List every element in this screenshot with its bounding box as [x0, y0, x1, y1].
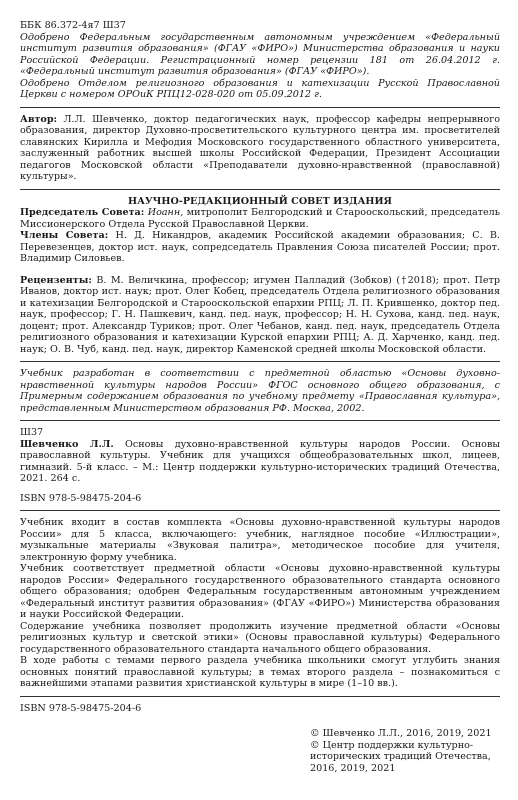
author-text: Л.Л. Шевченко, доктор педагогических наук, профессор кафедры непрерывного образования, директор Духовно-просветительского культурного центра им. просветителей славянских Кирилла и Мефодия Московского государственного областного университета, заслуженный работник высшей школы Российской Федерации, Президент Ассоциации педагогов Московской области «Преподаватели духовно-нравственной (православной) культуры».: [20, 113, 500, 182]
abstract-4: В ходе работы с темами первого раздела учебника школьники смогут углубить знания основных понятий православной культуры; в темах второго раздела – познакомиться с важнейшими этапами развития христианской культуры в мире (1–10 вв.).: [20, 655, 500, 689]
copyright-publisher: © Центр поддержки культурно-: [310, 739, 474, 751]
approval-firo: Одобрено Федеральным государственным автономным учреждением «Федеральный институт развития образования» (ФГАУ «ФИРО») Министерства образования и науки Российской Федерации. Регистрационный номер рецензии 181 от 26.04.2012 г. «Федеральный институт развития образования» (ФГАУ «ФИРО»).: [20, 31, 500, 77]
catalog-text: Основы духовно-нравственной культуры народов России. Основы православной культуры. Учебник для учащихся общеобразовательных школ, лицеев, гимназий. 5-й класс. – М.: Центр поддержки культурно-исторических традиций Отечества, 2021. 264 с.: [20, 438, 500, 484]
copyright-page: [20, 20, 500, 714]
reviewers-label: Рецензенты:: [20, 274, 92, 286]
members-label: Члены Совета:: [20, 230, 109, 241]
copyright-author: © Шевченко Л.Л., 2016, 2019, 2021: [310, 728, 492, 739]
catalog-entry: [20, 439, 500, 485]
council-title: НАУЧНО-РЕДАКЦИОННЫЙ СОВЕТ ИЗДАНИЯ: [128, 195, 392, 207]
council-chair: [20, 207, 500, 230]
council-members: [20, 230, 500, 265]
chair-name: Иоанн,: [144, 207, 184, 218]
reviewers-block: [20, 275, 500, 356]
members-text: Н. Д. Никандров, академик Российской академии образования; С. В. Перевезенцев, доктор ист. наук, сопредседатель Правления Союза писателей России; прот. Владимир Силовьев.: [20, 230, 500, 264]
author-label: Автор:: [20, 113, 58, 125]
developed-note: Учебник разработан в соответствии с предметной областью «Основы духовно-нравственной культуры народов России» ФГОС основного общего образования, с Примерным содержанием образования по учебному предмету «Православная культура», представленным Министерством образования РФ. Москва, 2002.: [20, 368, 500, 414]
catalog-code: Ш37: [20, 427, 44, 438]
author-block: [20, 114, 500, 183]
abstract-2: Учебник соответствует предметной области «Основы духовно-нравственной культуры народов России» Федерального государственного образовательного стандарта основного общего образования; одобрен Федеральным государственным автономным учреждением «Федеральный институт развития образования» (ФГАУ «ФИРО») Министерства образования и науки Российской Федерации.: [20, 563, 500, 620]
copyright-block: [310, 728, 510, 774]
chair-text: митрополит Белгородский и Старооскольский, председатель Миссионерского Отдела Русской Православной Церкви.: [20, 207, 500, 230]
chair-label: Председатель Совета:: [20, 207, 145, 218]
reviewers-text: В. М. Величкина, профессор; игумен Палладий (Зобков) (†2018); прот. Петр Иванов, доктор ист. наук; прот. Олег Кобец, председатель Отдела религиозного образования и катехизации Белгородской и Старооскольской епархии РПЦ; Л. П. Крившенко, доктор пед. наук, профессор; Г. Н. Пашкевич, канд. пед. наук, профессор; Н. Н. Сухова, канд. пед. наук, доцент; прот. Александр Туриков; прот. Олег Чебанов, канд. пед. наук, председатель Отдела религиозного образования и катехизации Курской епархии РПЦ; А. Д. Харченко, канд. пед. наук; О. В. Чуб, канд. пед. наук, директор Каменской средней школы Московской области.: [20, 274, 500, 355]
copyright-publisher-cont: исторических традиций Отечества, 2016, 2019, 2021: [310, 751, 491, 774]
bbk-code: ББК 86.372-4я7 Ш37: [20, 20, 126, 31]
abstract-1: Учебник входит в состав комплекта «Основы духовно-нравственной культуры народов России» для 5 класса, включающего: учебник, наглядное пособие «Иллюстрации», музыкальные материалы «Звуковая палитра», методическое пособие для учителя, электронную форму учебника.: [20, 517, 500, 563]
isbn-repeat: ISBN 978-5-98475-204-6: [20, 702, 142, 714]
approval-church: Одобрено Отделом религиозного образования и катехизации Русской Православной Церкви с номером ОРОиК РПЦ12-028-020 от 05.09.2012 г.: [20, 77, 500, 100]
abstract-3: Содержание учебника позволяет продолжить изучение предметной области «Основы религиозных культур и светской этики» (Основы православной культуры) Федерального государственного образовательного стандарта начального общего образования.: [20, 620, 500, 655]
isbn: ISBN 978-5-98475-204-6: [20, 492, 142, 504]
catalog-author: Шевченко Л.Л.: [20, 438, 114, 450]
